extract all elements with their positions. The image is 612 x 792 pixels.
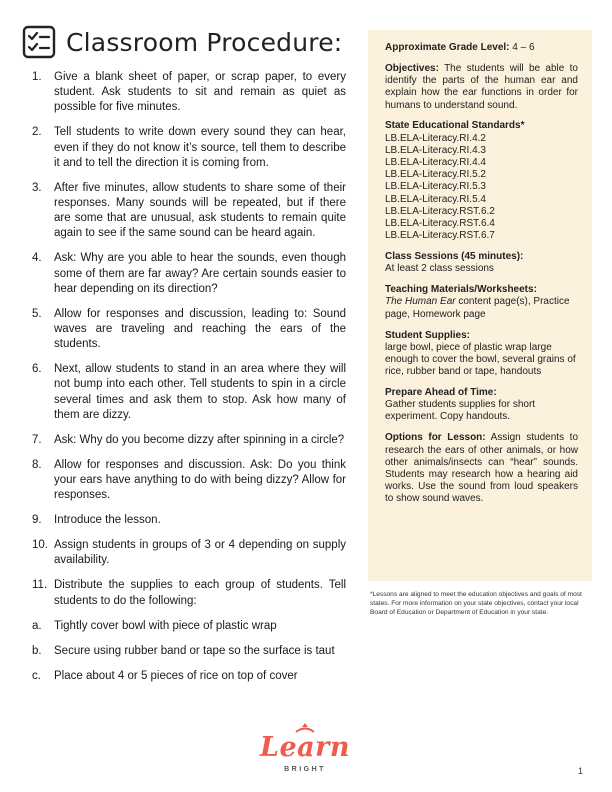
learn-bright-logo bbox=[256, 722, 354, 782]
procedure-steps bbox=[32, 70, 346, 694]
procedure-step bbox=[32, 578, 346, 608]
page-title: Classroom Procedure: bbox=[66, 27, 343, 57]
materials-label: Teaching Materials/Worksheets: bbox=[385, 284, 537, 296]
step-text: Introduce the lesson. bbox=[54, 514, 161, 527]
standard-item: LB.ELA-Literacy.RST.6.4 bbox=[385, 218, 495, 230]
options-label: Options for Lesson: bbox=[385, 432, 486, 444]
prepare-text: Gather students supplies for short experiment. Copy handouts. bbox=[385, 399, 536, 423]
step-number: 4. bbox=[32, 252, 42, 265]
grade-value: 4 – 6 bbox=[512, 42, 535, 53]
standards-label: State Educational Standards* bbox=[385, 120, 525, 132]
title-bar bbox=[22, 22, 342, 62]
procedure-step bbox=[32, 538, 346, 568]
step-text: Next, allow students to stand in an area where they will not bump into each other. Tell students to spin in a circle several times and ask them to stop. Ask how many of them are dizzy. bbox=[54, 363, 346, 421]
prepare-label: Prepare Ahead of Time: bbox=[385, 387, 497, 398]
lesson-options bbox=[385, 432, 578, 505]
standard-item: LB.ELA-Literacy.RI.4.3 bbox=[385, 144, 486, 156]
standard-item: LB.ELA-Literacy.RI.5.3 bbox=[385, 181, 486, 193]
objectives-text: The students will be able to identify the parts of the human ear and explain how the ear functions in order for humans to understand sound. bbox=[385, 62, 578, 111]
procedure-step bbox=[32, 307, 346, 353]
step-number: 5. bbox=[32, 307, 42, 320]
step-number: 1. bbox=[32, 71, 42, 83]
step-number: c. bbox=[32, 669, 41, 682]
step-text: Ask: Why do you become dizzy after spinning in a circle? bbox=[54, 433, 345, 446]
step-text: Give a blank sheet of paper, or scrap paper, to every student. Ask students to sit and remain as quiet as possible for five minutes. bbox=[54, 71, 346, 114]
step-text: Allow for responses and discussion. Ask: Do you think your ears have anything to do with being dizzy? Allow for responses. bbox=[54, 458, 346, 502]
lesson-info-sidebar bbox=[368, 30, 592, 581]
standard-item: LB.ELA-Literacy.RI.4.4 bbox=[385, 157, 486, 168]
standard-item: LB.ELA-Literacy.RI.5.2 bbox=[385, 169, 486, 181]
step-number: 11. bbox=[32, 579, 48, 592]
step-number: 3. bbox=[32, 181, 42, 194]
procedure-step bbox=[32, 669, 346, 684]
procedure-step bbox=[32, 125, 346, 171]
step-text: Tightly cover bowl with piece of plastic wrap bbox=[54, 619, 277, 632]
supplies-label: Student Supplies: bbox=[385, 329, 470, 341]
step-number: 2. bbox=[32, 126, 42, 139]
objectives-label: Objectives: bbox=[385, 62, 439, 74]
page-number: 1 bbox=[578, 766, 584, 776]
logo-word: Learn bbox=[259, 732, 350, 763]
standard-item: LB.ELA-Literacy.RST.6.7 bbox=[385, 230, 495, 242]
step-number: a. bbox=[32, 619, 42, 632]
step-text: Assign students in groups of 3 or 4 depending on supply availability. bbox=[54, 539, 346, 567]
standard-item: LB.ELA-Literacy.RI.4.2 bbox=[385, 132, 486, 144]
options-text: Assign students to research the ears of other animals, or how other animals/insects can “hear” sounds. Students may research how a hearing aid works. Use the sound from loud speakers to show sound waves. bbox=[385, 432, 579, 505]
step-text: Secure using rubber band or tape so the surface is taut bbox=[54, 644, 335, 657]
procedure-step bbox=[32, 458, 346, 504]
logo-subtitle: BRIGHT bbox=[284, 766, 326, 773]
grade-level bbox=[385, 42, 578, 54]
procedure-step bbox=[32, 251, 346, 297]
step-text: Allow for responses and discussion, leading to: Sound waves are traveling and reaching the ears of the students. bbox=[54, 307, 346, 351]
procedure-step bbox=[32, 619, 346, 634]
materials-text: content page(s), Practice page, Homework page bbox=[385, 296, 570, 320]
step-text: Distribute the supplies to each group of students. Tell students to do the following: bbox=[54, 579, 346, 607]
standards-list bbox=[385, 133, 578, 243]
step-text: Ask: Why are you able to hear the sounds, even though some of them are far away? Are certain sounds easier to hear depending on its direction? bbox=[54, 252, 346, 295]
materials-title: The Human Ear bbox=[385, 296, 456, 308]
step-number: 7. bbox=[32, 433, 42, 446]
sessions-text: At least 2 class sessions bbox=[385, 263, 494, 275]
procedure-step bbox=[32, 644, 346, 659]
procedure-step bbox=[32, 181, 346, 242]
step-text: Tell students to write down every sound they can hear, even if they do not know it’s source, tell them to describe it and to tell the direction it is coming from. bbox=[54, 126, 346, 169]
step-number: 8. bbox=[32, 458, 42, 471]
step-number: b. bbox=[32, 644, 42, 657]
step-text: Place about 4 or 5 pieces of rice on top of cover bbox=[54, 669, 298, 682]
procedure-step bbox=[32, 433, 346, 448]
student-supplies bbox=[385, 330, 578, 379]
step-number: 9. bbox=[32, 514, 42, 527]
step-number: 10. bbox=[32, 539, 48, 552]
procedure-step bbox=[32, 70, 346, 116]
objectives bbox=[385, 63, 578, 112]
sessions-label: Class Sessions (45 minutes): bbox=[385, 251, 524, 263]
checklist-icon bbox=[22, 25, 56, 59]
procedure-step bbox=[32, 513, 346, 528]
standard-item: LB.ELA-Literacy.RI.5.4 bbox=[385, 193, 486, 205]
teaching-materials bbox=[385, 284, 578, 321]
standards bbox=[385, 120, 578, 242]
standards-footnote: *Lessons are aligned to meet the education objectives and goals of most states. For more information on your state objectives, contact your local Board of Education or Department of Education in your state. bbox=[370, 591, 582, 616]
step-text: After five minutes, allow students to share some of their responses. Many sounds will be repeated, but if there are some that are unusual, ask students to remain quite again to see if the same sound can be heard again. bbox=[54, 181, 346, 240]
materials-text-block bbox=[385, 296, 578, 320]
grade-label: Approximate Grade Level: bbox=[385, 42, 510, 53]
standard-item: LB.ELA-Literacy.RST.6.2 bbox=[385, 205, 495, 217]
procedure-step bbox=[32, 362, 346, 423]
supplies-text: large bowl, piece of plastic wrap large enough to cover the bowl, several grains of rice, rubber band or tape, handouts bbox=[385, 341, 576, 378]
prepare-ahead bbox=[385, 387, 578, 424]
step-number: 6. bbox=[32, 363, 42, 376]
class-sessions bbox=[385, 251, 578, 275]
